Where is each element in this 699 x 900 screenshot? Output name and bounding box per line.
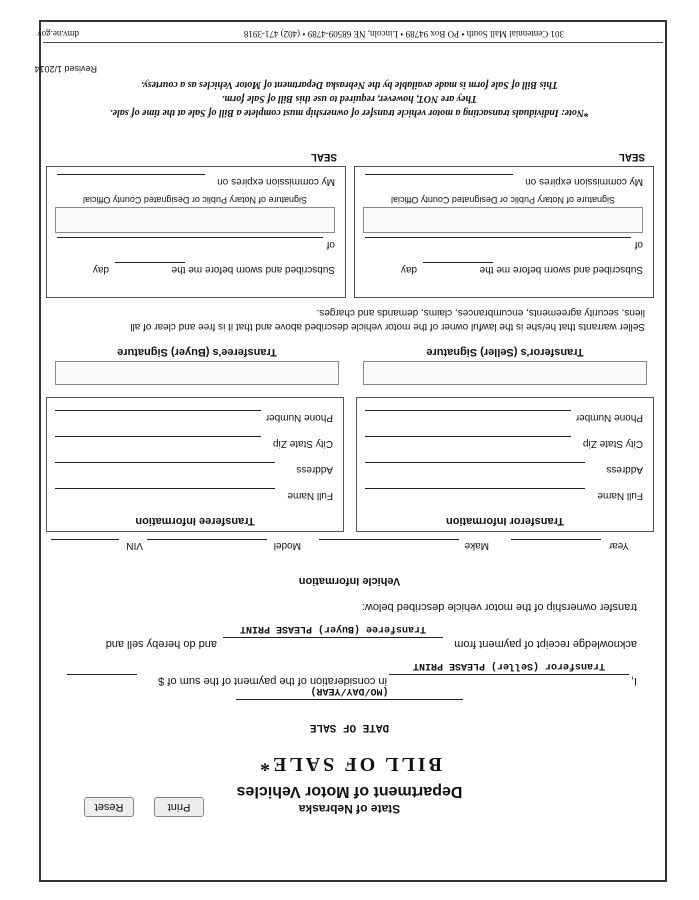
notary-box-left bbox=[354, 166, 654, 298]
transferor-phone-label: Phone Number bbox=[575, 412, 643, 423]
warranty-line-2: liens, security agreements, encumbrances, claims, demands and charges. bbox=[316, 307, 645, 318]
transferee-address-label: Address bbox=[296, 464, 333, 475]
transferee-city-label: City State Zip bbox=[272, 438, 333, 449]
vehicle-make-label: Make bbox=[464, 540, 489, 551]
vehicle-model-label: Model bbox=[273, 540, 301, 551]
notary-left-day: day bbox=[400, 264, 417, 275]
note-line-1: *Note: Individuals transacting a motor vehicle transfer of ownership must complete a Bill of Sale at the time of sale. bbox=[110, 107, 589, 118]
transferee-info-box bbox=[46, 397, 344, 532]
transferor-phone-field[interactable] bbox=[365, 410, 571, 411]
revised-date: Revised 1/2014 bbox=[34, 64, 97, 74]
notary-right-day: day bbox=[92, 264, 109, 275]
transferor-address-label: Address bbox=[606, 464, 643, 475]
date-of-sale-label: DATE OF SALE bbox=[309, 721, 390, 733]
print-button[interactable]: Print bbox=[154, 797, 204, 817]
transferor-city-field[interactable] bbox=[365, 436, 571, 437]
transferee-info-heading: Transferee Information bbox=[135, 515, 255, 527]
buyer-signature-label: Transferee's (Buyer) Signature bbox=[117, 346, 277, 358]
notary-right-signature-box[interactable] bbox=[55, 207, 335, 233]
transferee-phone-field[interactable] bbox=[55, 410, 261, 411]
form-title: BILL OF SALE* bbox=[257, 753, 442, 775]
transferee-full-name-label: Full Name bbox=[287, 490, 333, 501]
transferor-full-name-label: Full Name bbox=[597, 490, 643, 501]
vehicle-info-heading: Vehicle Information bbox=[298, 575, 401, 587]
consideration-text: in consideration of the payment of the sum of $ bbox=[158, 675, 387, 687]
acknowledge-text: acknowledge receipt of payment from bbox=[454, 638, 637, 650]
date-of-sale-field[interactable] bbox=[236, 699, 463, 700]
notary-right-commission-field[interactable] bbox=[57, 174, 205, 175]
transferor-print-caption: Transferor (Seller) PLEASE PRINT bbox=[412, 660, 606, 671]
notary-right-sworn: Subscribed and sworn before me the bbox=[171, 264, 335, 275]
vehicle-vin-label: VIN bbox=[126, 540, 143, 551]
vehicle-year-label: Year bbox=[608, 540, 629, 551]
notary-right-commission: My commission expires on bbox=[217, 176, 335, 187]
transfer-ownership-text: transfer ownership of the motor vehicle described below: bbox=[361, 601, 637, 613]
notary-left-day-field[interactable] bbox=[423, 262, 493, 263]
footer-site: dmv.ne.gov bbox=[37, 29, 79, 39]
transferor-name-field[interactable] bbox=[389, 674, 629, 675]
notary-right-of: of bbox=[326, 239, 335, 250]
date-of-sale-format: (MO/DAY/YEAR) bbox=[310, 685, 389, 696]
notary-right-seal: SEAL bbox=[310, 150, 337, 162]
buyer-signature-box[interactable] bbox=[55, 361, 339, 385]
vehicle-year-field[interactable] bbox=[511, 539, 601, 540]
transferee-city-field[interactable] bbox=[55, 436, 261, 437]
notary-left-commission: My commission expires on bbox=[525, 176, 643, 187]
vehicle-model-field[interactable] bbox=[147, 539, 267, 540]
notary-right-of-field[interactable] bbox=[57, 237, 323, 238]
i-label: I, bbox=[630, 675, 637, 687]
footer-rule bbox=[43, 42, 663, 43]
transferee-address-field[interactable] bbox=[55, 462, 275, 463]
transferor-full-name-field[interactable] bbox=[365, 488, 585, 489]
notary-left-signature-box[interactable] bbox=[363, 207, 643, 233]
warranty-line-1: Seller warrants that he/she is the lawful owner of the motor vehicle described above and that it is free and clear of all bbox=[130, 321, 645, 332]
transferee-print-caption: Transferee (Buyer) PLEASE PRINT bbox=[239, 623, 427, 634]
transferor-info-box bbox=[356, 397, 654, 532]
vehicle-make-field[interactable] bbox=[319, 539, 459, 540]
transferee-phone-label: Phone Number bbox=[265, 412, 333, 423]
reset-button[interactable]: Reset bbox=[84, 797, 134, 817]
seller-signature-box[interactable] bbox=[363, 361, 647, 385]
sell-and-text: and do hereby sell and bbox=[105, 638, 217, 650]
notary-left-of: of bbox=[634, 239, 643, 250]
note-line-3: This Bill of Sale form is made available by the Nebraska Department of Motor Vehicles as a courtesy. bbox=[141, 79, 558, 90]
notary-box-right bbox=[46, 166, 346, 298]
notary-left-commission-field[interactable] bbox=[365, 174, 513, 175]
department-name: Department of Motor Vehicles bbox=[236, 783, 463, 800]
notary-left-of-field[interactable] bbox=[365, 237, 631, 238]
sale-amount-field[interactable] bbox=[67, 674, 137, 675]
vehicle-vin-field[interactable] bbox=[51, 539, 119, 540]
seller-signature-label: Transferor's (Seller) Signature bbox=[426, 346, 584, 358]
transferor-city-label: City State Zip bbox=[582, 438, 643, 449]
transferor-info-heading: Transferor Information bbox=[446, 515, 564, 527]
notary-left-seal: SEAL bbox=[618, 150, 645, 162]
footer-address: 301 Centennial Mall South • PO Box 94789 • Lincoln, NE 68509-4789 • (402) 471-3918 bbox=[243, 29, 564, 39]
transferee-full-name-field[interactable] bbox=[55, 488, 275, 489]
state-name: State of Nebraska bbox=[298, 802, 401, 816]
notary-right-signature-label: Signature of Notary Public or Designated County Official bbox=[83, 195, 307, 205]
notary-right-day-field[interactable] bbox=[115, 262, 185, 263]
notary-left-sworn: Subscribed and sworn before me the bbox=[479, 264, 643, 275]
note-line-2: They are NOT, however, required to use this Bill of Sale form. bbox=[221, 93, 478, 104]
notary-left-signature-label: Signature of Notary Public or Designated County Official bbox=[391, 195, 615, 205]
transferee-name-field[interactable] bbox=[223, 637, 443, 638]
transferor-address-field[interactable] bbox=[365, 462, 585, 463]
